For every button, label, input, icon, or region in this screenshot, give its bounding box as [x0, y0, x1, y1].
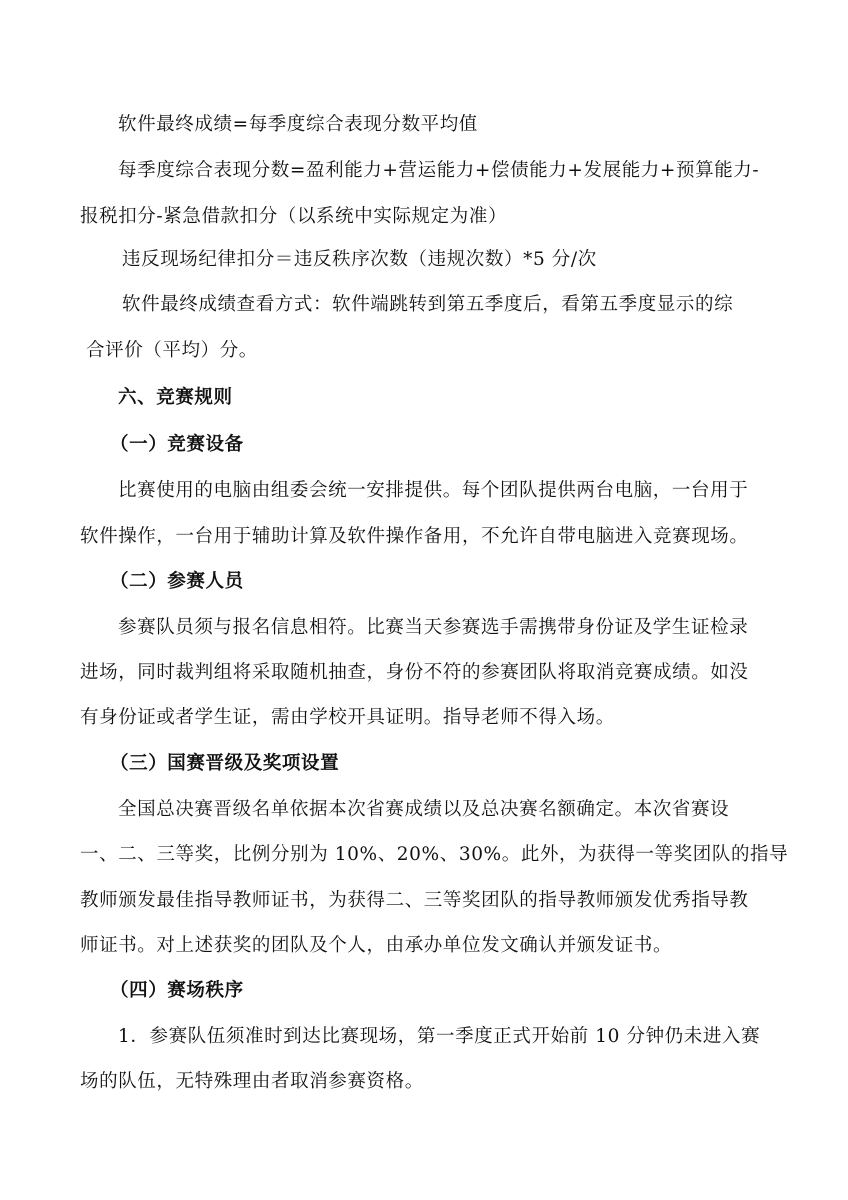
paragraph-awards: 全国总决赛晋级名单依据本次省赛成绩以及总决赛名额确定。本次省赛设: [118, 799, 730, 820]
paragraph-order-item1-cont: 场的队伍，无特殊理由者取消参赛资格。: [80, 1071, 424, 1092]
paragraph-participants-cont2: 有身份证或者学生证，需由学校开具证明。指导老师不得入场。: [80, 707, 615, 728]
paragraph-awards-cont1: 一、二、三等奖，比例分别为 10%、20%、30%。此外，为获得一等奖团队的指导: [80, 844, 789, 865]
formula-discipline-deduction: 违反现场纪律扣分＝违反秩序次数（违规次数）*5 分/次: [122, 249, 597, 270]
paragraph-participants-cont1: 进场，同时裁判组将采取随机抽查，身份不符的参赛团队将取消竞赛成绩。如没: [80, 662, 749, 683]
paragraph-equipment: 比赛使用的电脑由组委会统一安排提供。每个团队提供两台电脑，一台用于: [118, 480, 749, 501]
paragraph-equipment-cont: 软件操作，一台用于辅助计算及软件操作备用，不允许自带电脑进入竞赛现场。: [80, 526, 749, 547]
formula-final-score: 软件最终成绩=每季度综合表现分数平均值: [118, 114, 478, 135]
subheading-participants: （二）参赛人员: [110, 571, 244, 592]
formula-quarter-score-cont: 报税扣分-紧急借款扣分（以系统中实际规定为准）: [80, 206, 508, 227]
paragraph-awards-cont2: 教师颁发最佳指导教师证书，为获得二、三等奖团队的指导教师颁发优秀指导教: [80, 890, 749, 911]
formula-quarter-score: 每季度综合表现分数=盈利能力+营运能力+偿债能力+发展能力+预算能力-: [118, 160, 760, 181]
subheading-awards: （三）国赛晋级及奖项设置: [110, 753, 340, 774]
paragraph-awards-cont3: 师证书。对上述获奖的团队及个人，由承办单位发文确认并颁发证书。: [80, 935, 673, 956]
score-view-method-cont: 合评价（平均）分。: [86, 340, 258, 361]
paragraph-participants: 参赛队员须与报名信息相符。比赛当天参赛选手需携带身份证及学生证检录: [118, 617, 749, 638]
score-view-method: 软件最终成绩查看方式：软件端跳转到第五季度后，看第五季度显示的综: [122, 294, 734, 315]
section-heading-rules: 六、竞赛规则: [118, 387, 233, 408]
subheading-equipment: （一）竞赛设备: [110, 434, 244, 455]
paragraph-order-item1: 1．参赛队伍须准时到达比赛现场，第一季度正式开始前 10 分钟仍未进入赛: [118, 1026, 761, 1047]
subheading-order: （四）赛场秩序: [110, 980, 244, 1001]
